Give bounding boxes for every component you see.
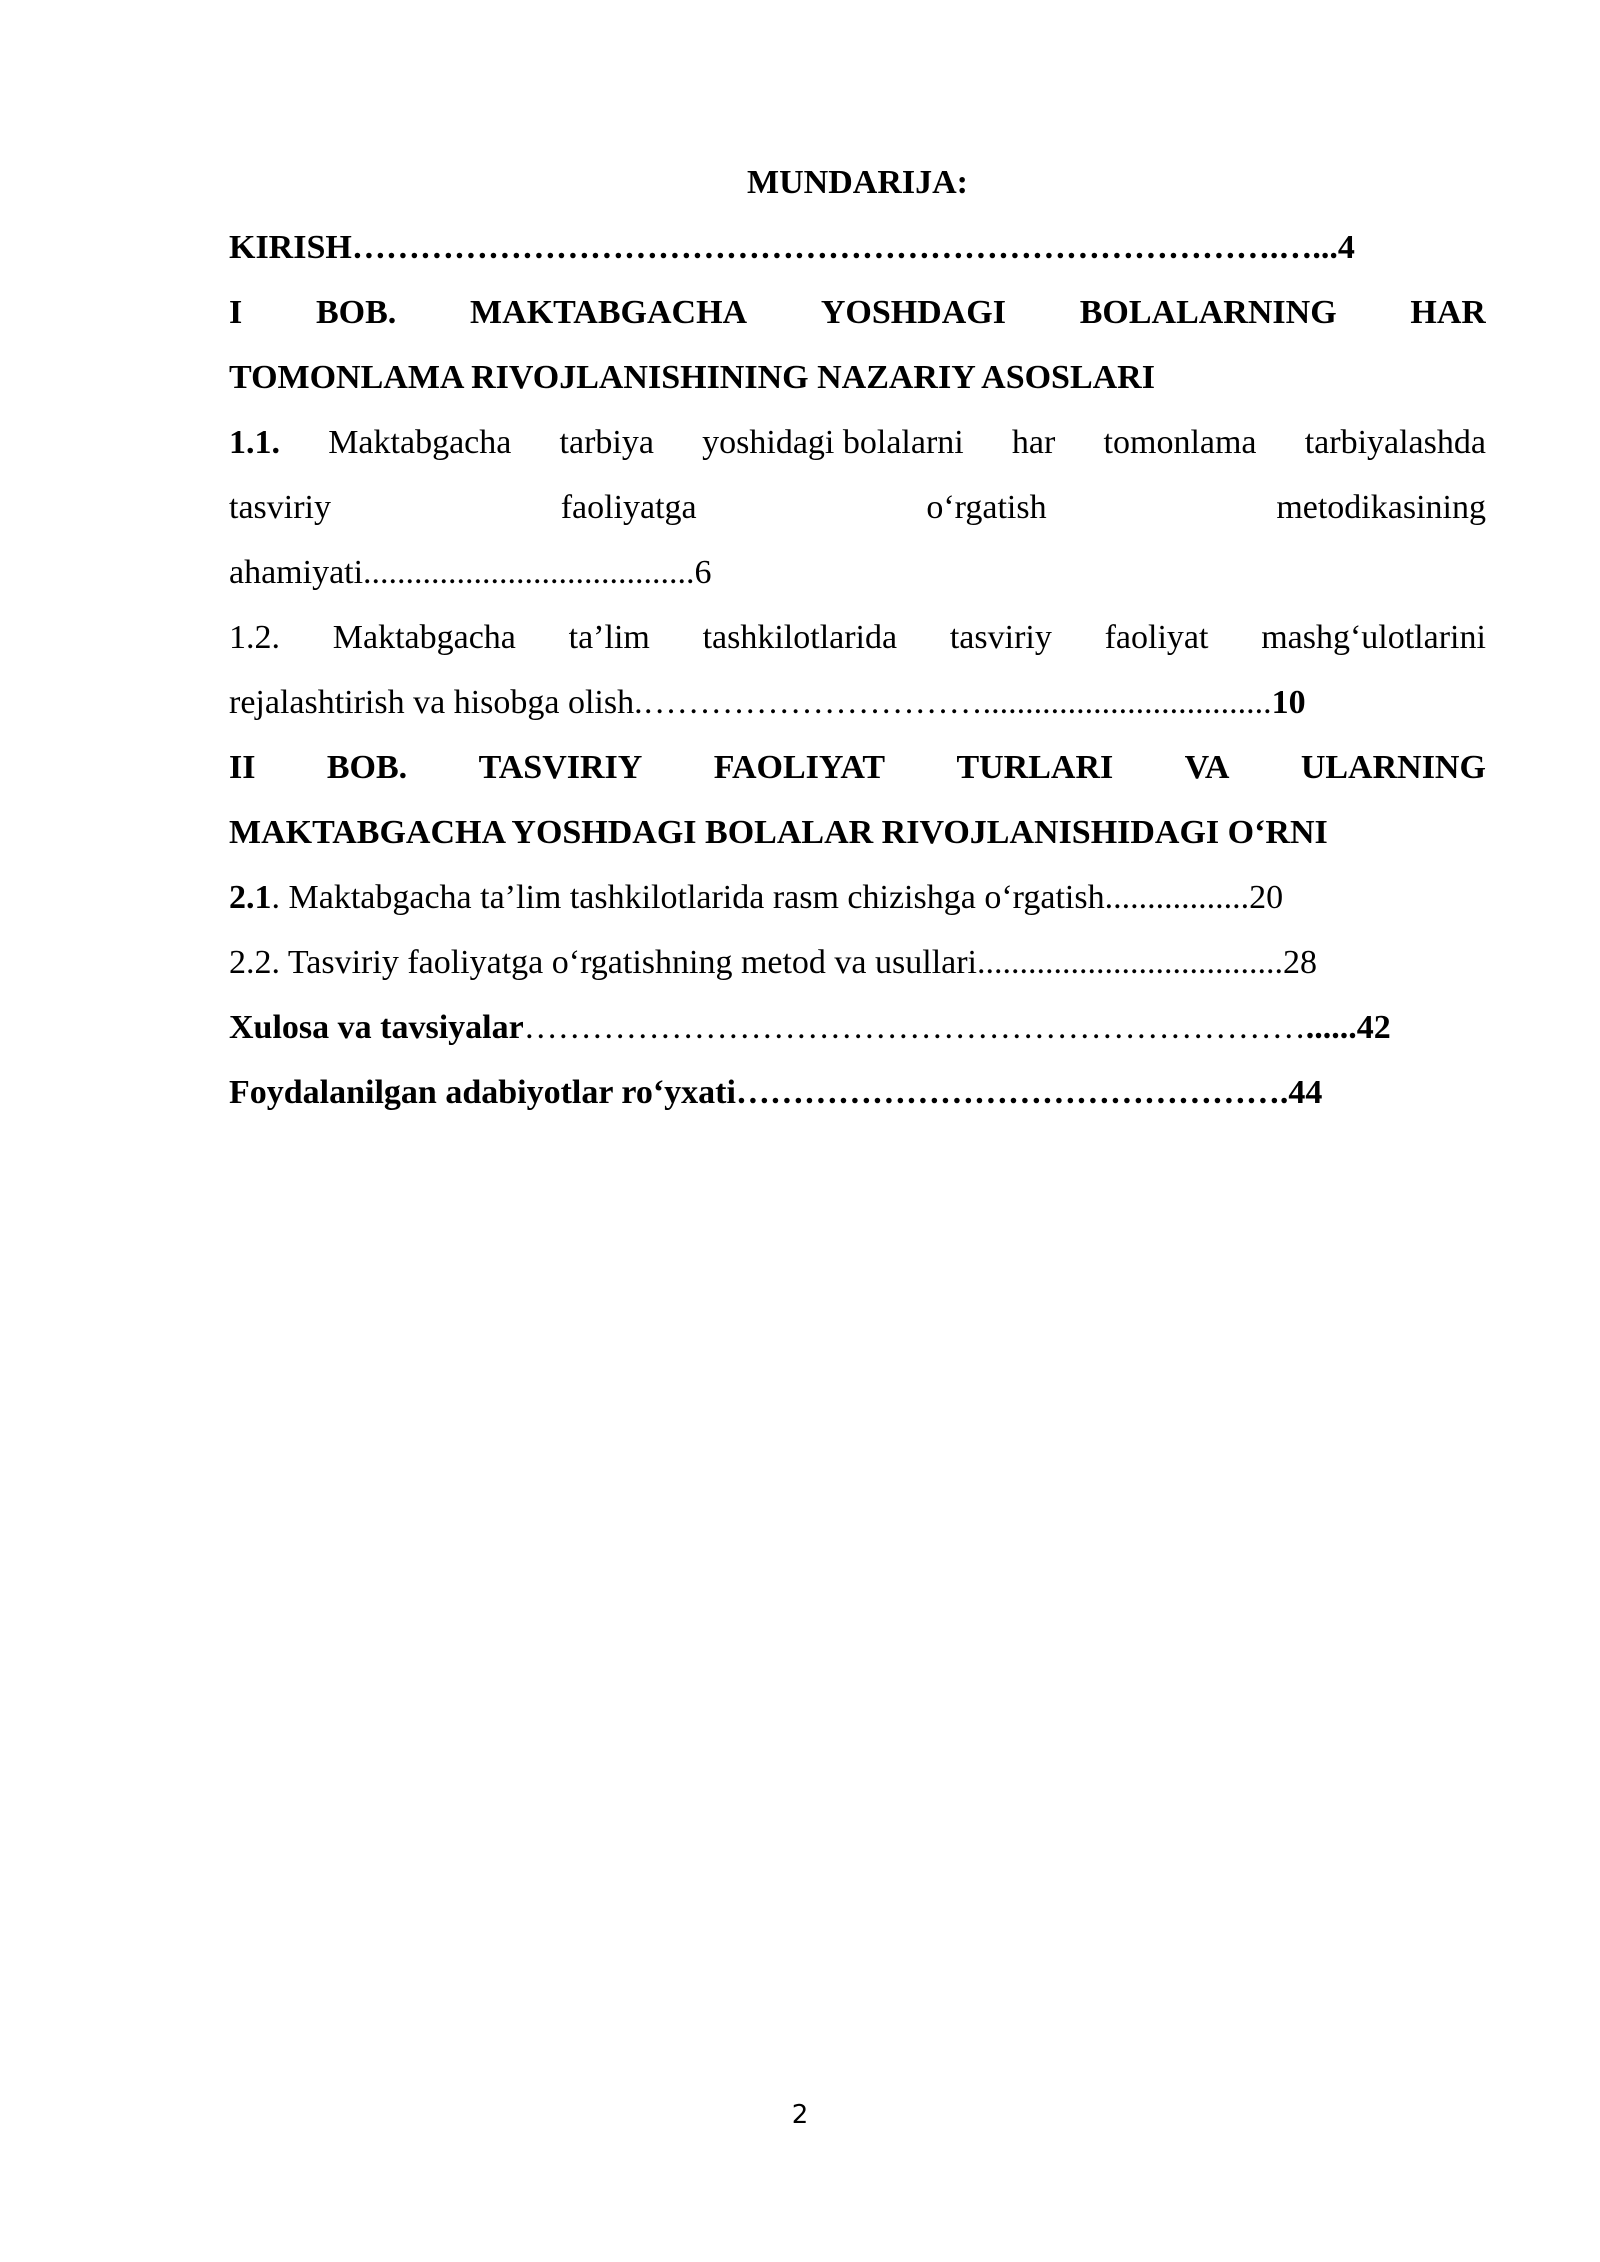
toc-entry-kirish: KIRISH……………………………………………………………………….…...4	[229, 229, 1355, 266]
word: Maktabgacha	[332, 619, 516, 656]
word: II	[229, 749, 256, 786]
toc-entry-chapter-1-line-2: TOMONLAMA RIVOJLANISHINING NAZARIY ASOSLARI	[229, 359, 1155, 396]
word: FAOLIYAT	[713, 749, 886, 786]
page-number: 2	[791, 2100, 809, 2130]
entry-label: Xulosa va tavsiyalar	[229, 1009, 524, 1046]
word: MAKTABGACHA	[470, 294, 748, 331]
toc-entry-chapter-2-line-1	[229, 735, 1486, 800]
word: tasviriy	[949, 619, 1052, 656]
page-ref: ......42	[1305, 1009, 1391, 1046]
word: BOB.	[326, 749, 408, 786]
word: har	[1011, 424, 1056, 461]
word: Maktabgacha	[328, 424, 512, 461]
toc-title: MUNDARIJA:	[747, 164, 968, 201]
word: YOSHDAGI	[820, 294, 1006, 331]
section-number: 1.1.	[229, 424, 280, 461]
toc-entry-section-2-2: 2.2. Tasviriy faoliyatga o‘rgatishning metod va usullari....................................28	[229, 944, 1317, 981]
word: TURLARI	[956, 749, 1114, 786]
word: tarbiyalashda	[1304, 424, 1486, 461]
word: ULARNING	[1300, 749, 1486, 786]
word: metodikasining	[1276, 489, 1486, 526]
word: HAR	[1410, 294, 1486, 331]
toc-entry-section-1-2-line-2	[229, 670, 1486, 735]
word: mashg‘ulotlarini	[1261, 619, 1486, 656]
toc-entry-section-1-2-line-1	[229, 605, 1486, 670]
word: BOB.	[315, 294, 397, 331]
word: ta’lim	[568, 619, 650, 656]
toc-entry-section-1-1-line-1	[229, 410, 1486, 475]
word: yoshidagi bolalarni	[702, 424, 964, 461]
toc-entry-adabiyotlar: Foydalanilgan adabiyotlar ro‘yxati………………………………………….44	[229, 1074, 1323, 1111]
word: VA	[1184, 749, 1230, 786]
toc-entry-chapter-2-line-2: MAKTABGACHA YOSHDAGI BOLALAR RIVOJLANISHIDAGI O‘RNI	[229, 814, 1328, 851]
table-of-contents	[229, 150, 1486, 1125]
word: o‘rgatish	[926, 489, 1047, 526]
word: I	[229, 294, 243, 331]
word: tomonlama	[1103, 424, 1257, 461]
word: tasviriy	[229, 489, 331, 526]
section-number: 2.1	[229, 879, 272, 916]
toc-entry-xulosa	[229, 995, 1486, 1060]
word: TASVIRIY	[478, 749, 643, 786]
word: tarbiya	[559, 424, 654, 461]
word: BOLALARNING	[1079, 294, 1337, 331]
leader-dots: ……………………………………………………………	[523, 1009, 1306, 1046]
entry-text: . Maktabgacha ta’lim tashkilotlarida rasm chizishga o‘rgatish.................20	[271, 879, 1284, 916]
word: tashkilotlarida	[702, 619, 898, 656]
section-number: 1.2.	[229, 619, 280, 656]
toc-entry-chapter-1-line-1	[229, 280, 1486, 345]
entry-text: rejalashtirish va hisobga olish.…………………………..................................	[229, 684, 1272, 721]
toc-entry-section-2-1	[229, 865, 1486, 930]
toc-entry-section-1-1-line-2	[229, 475, 1486, 540]
toc-entry-section-1-1-line-3: ahamiyati.......................................6	[229, 554, 712, 591]
word: faoliyatga	[560, 489, 697, 526]
page-ref: 10	[1271, 684, 1306, 721]
word: faoliyat	[1104, 619, 1209, 656]
